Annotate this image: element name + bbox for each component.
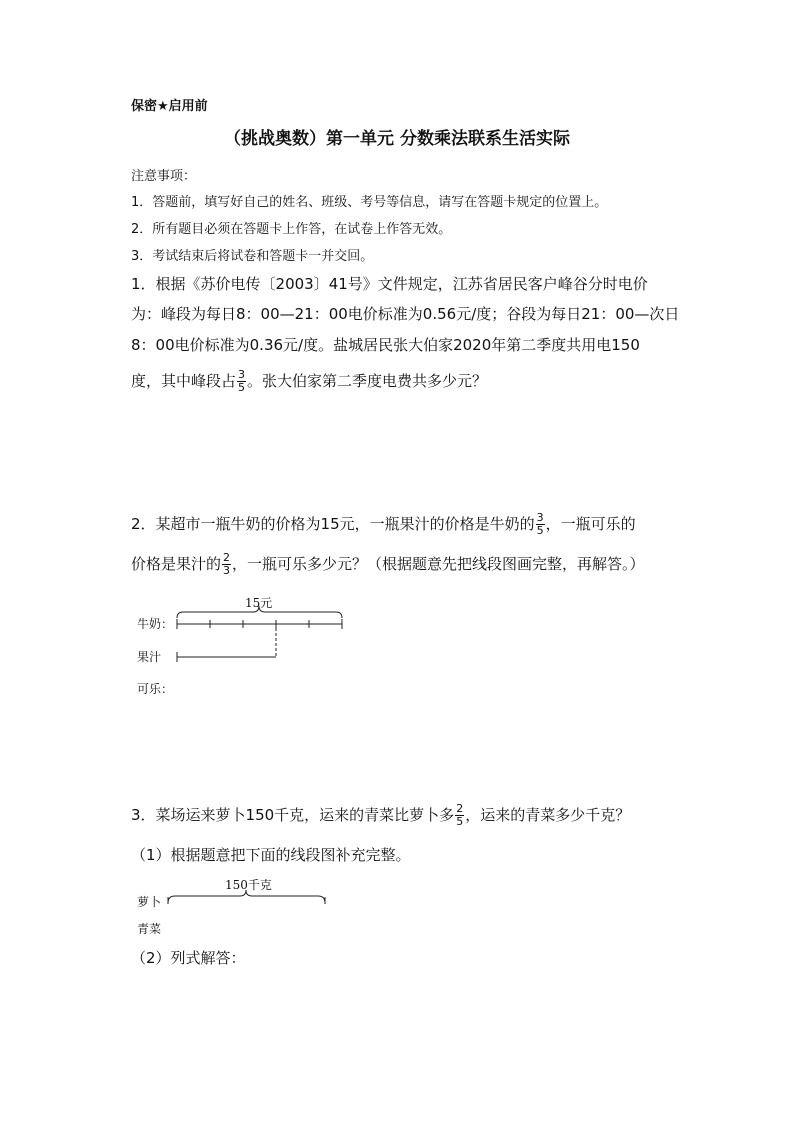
question-1-text-pre: 度，其中峰段占 xyxy=(131,372,237,390)
milk-brace-label: 15元 xyxy=(245,596,273,610)
fraction-numerator: 2 xyxy=(223,551,231,564)
question-3-sub-1: （1）根据题意把下面的线段图补充完整。 xyxy=(131,846,411,864)
question-3-text-post: ，运来的青菜多少千克？ xyxy=(465,806,631,824)
fraction-denominator: 3 xyxy=(223,564,231,577)
radish-brace-label: 150千克 xyxy=(225,878,272,892)
question-3-sub-2: （2）列式解答： xyxy=(131,949,246,967)
row-label-juice: 果汁 xyxy=(137,650,162,664)
fraction-numerator: 3 xyxy=(536,511,544,524)
fraction-denominator: 5 xyxy=(536,524,544,537)
question-1-line-2: 为：峰段为每日8：00—21：00电价标准为0.56元/度；谷段为每日21：00—次日 xyxy=(131,305,680,323)
question-2-text-post: ，一瓶可乐的 xyxy=(545,515,636,533)
milk-brace xyxy=(177,606,342,618)
notes-item-3: 3．考试结束后将试卷和答题卡一并交回。 xyxy=(131,249,374,264)
page-title: （挑战奥数）第一单元 分数乘法联系生活实际 xyxy=(224,129,570,149)
fraction-numerator: 3 xyxy=(238,368,246,381)
question-2-text-post-2: ，一瓶可乐多少元？（根据题意先把线段图画完整，再解答。） xyxy=(232,555,645,573)
fraction-denominator: 5 xyxy=(456,815,464,828)
fraction-numerator: 2 xyxy=(456,802,464,815)
notes-heading: 注意事项： xyxy=(131,169,197,184)
question-1-line-3: 8：00电价标准为0.36元/度。盐城居民张大伯家2020年第二季度共用电150 xyxy=(131,336,640,354)
fraction-denominator: 5 xyxy=(238,381,246,394)
question-1-text-post: 。张大伯家第二季度电费共多少元？ xyxy=(247,372,488,390)
question-2-text-pre-2: 价格是果汁的 xyxy=(131,555,222,573)
row-label-radish: 萝卜 xyxy=(137,895,162,909)
row-label-milk: 牛奶： xyxy=(137,617,174,631)
confidential-label: 保密★启用前 xyxy=(131,99,208,114)
row-label-cola: 可乐： xyxy=(137,682,174,696)
notes-item-1: 1．答题前，填写好自己的姓名、班级、考号等信息，请写在答题卡规定的位置上。 xyxy=(131,195,608,210)
radish-brace xyxy=(168,890,325,903)
question-2-text-pre: 2．某超市一瓶牛奶的价格为15元，一瓶果汁的价格是牛奶的 xyxy=(131,515,535,533)
question-1-line-1: 1．根据《苏价电传〔2003〕41号》文件规定，江苏省居民客户峰谷分时电价 xyxy=(131,275,648,293)
question-3-text-pre: 3．菜场运来萝卜150千克，运来的青菜比萝卜多 xyxy=(131,806,455,824)
row-label-greens: 青菜 xyxy=(137,922,162,936)
notes-item-2: 2．所有题目必须在答题卡上作答，在试卷上作答无效。 xyxy=(131,222,452,237)
